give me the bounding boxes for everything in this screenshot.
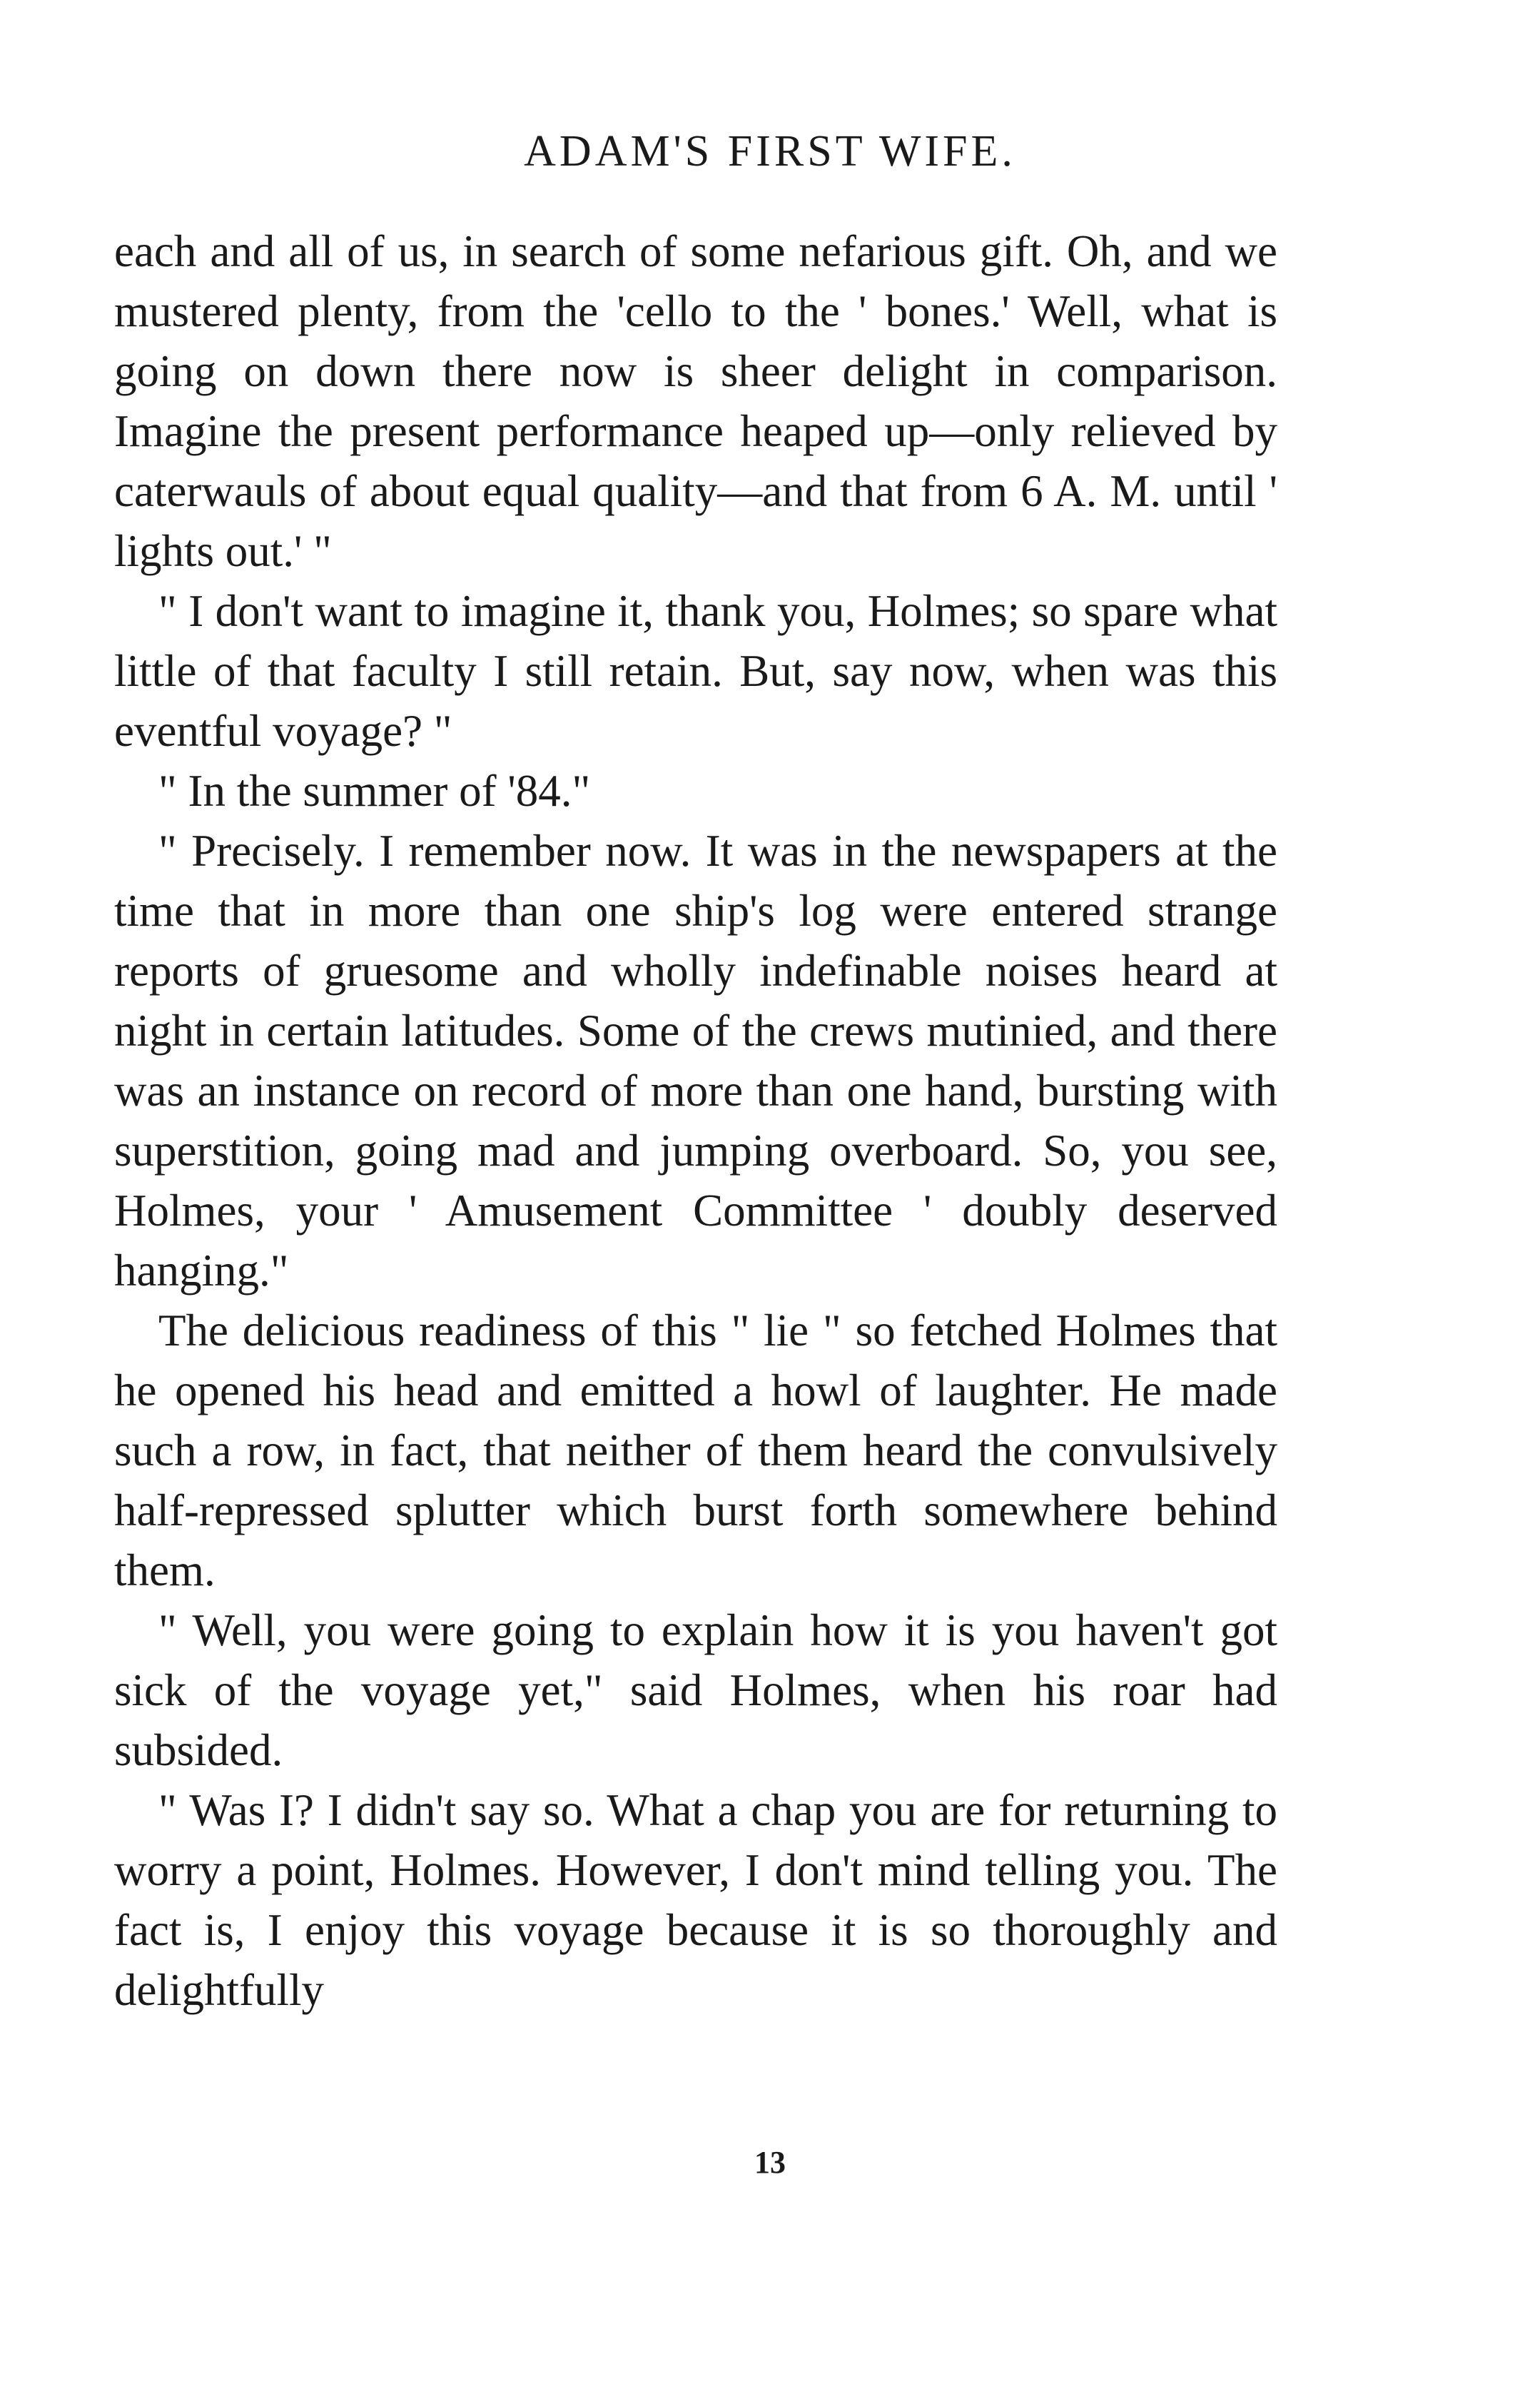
paragraph: " In the summer of '84." — [158, 766, 591, 816]
page-number: 13 — [754, 2145, 786, 2180]
paragraph: " Precisely. I remember now. It was in the newspapers at the time that in more than one ship's log were entered strange reports of gruesome and wholly indefinable noises heard at night in certain latitudes. Some of the crews mutinied, and there was an instance on record of more than one hand, bursting with superstition, going mad and jumping overboard. So, you see, Holmes, your ' Amusement Committee ' doubly deserved hanging." — [114, 826, 1277, 1296]
body-text — [114, 221, 1277, 2020]
paragraph: The delicious readiness of this " lie " so fetched Holmes that he opened his head and emitted a howl of laughter. He made such a row, in fact, that neither of them heard the convulsively half-repressed splutter which burst forth somewhere behind them. — [114, 1305, 1277, 1595]
paragraph-continued: each and all of us, in search of some nefarious gift. Oh, and we mustered plenty, from the 'cello to the ' bones.' Well, what is going on down there now is sheer delight in comparison. Imagine the present performance heaped up—only relieved by caterwauls of about equal quality—and that from 6 A. M. until ' lights out.' " — [114, 226, 1277, 576]
paragraph: " Was I? I didn't say so. What a chap you are for returning to worry a point, Holmes. However, I don't mind telling you. The fact is, I enjoy this voyage because it is so thoroughly and delightfully — [114, 1785, 1277, 2015]
running-title: ADAM'S FIRST WIFE. — [524, 127, 1016, 176]
paragraph: " I don't want to imagine it, thank you, Holmes; so spare what little of that faculty I still retain. But, say now, when was this eventful voyage? " — [114, 586, 1277, 756]
paragraph: " Well, you were going to explain how it is you haven't got sick of the voyage yet," said Holmes, when his roar had subsided. — [114, 1605, 1277, 1775]
